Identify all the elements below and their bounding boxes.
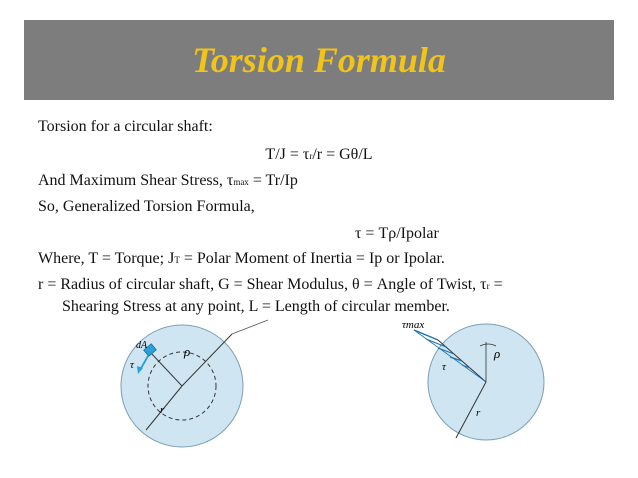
shaft-cross-section-figure [120,318,270,458]
label-rho: ρ [494,346,501,361]
generalized-line: So, Generalized Torsion Formula, [38,198,255,215]
label-r: r [160,404,165,416]
label-rho: ρ [184,344,191,359]
pointer-line [232,320,268,334]
title-bar [24,20,614,100]
label-dA: dA [136,340,148,351]
slide-title: Torsion Formula [192,40,446,80]
label-r: r [476,407,481,419]
torsion-equation: T/J = τr/r = Gθ/L [265,146,373,163]
label-tau: τ [442,361,446,373]
intro-line: Torsion for a circular shaft: [38,118,213,135]
label-tau-max: τmax [402,320,425,331]
max-shear-line: And Maximum Shear Stress, τmax = Tr/Ip [38,172,298,189]
shear-stress-distribution-figure [402,320,552,460]
variables-line: r = Radius of circular shaft, G = Shear Modulus, θ = Angle of Twist, τr = [38,276,503,293]
definitions-line: Where, T = Torque; JT = Polar Moment of Inertia = Ip or Ipolar. [38,250,445,267]
slide: Torsion Formula Torsion for a circular shaft: T/J = τr/r = Gθ/L And Maximum Shear Stress, τmax = Tr/Ip So, Generalized Torsion Formula, τ = Tρ/Ipolar Where, T = Torque; JT = Polar Moment of Inertia = Ip or Ipolar. r = Radius of circular shaft, G = Shear Modulus, θ = Angle of Twist, τr = Shearing Stress at any point, L = Length of circular member. dA τ ρ r τmax τ ρ r [0,0,638,478]
variables-line-continued: Shearing Stress at any point, L = Length of circular member. [62,298,450,315]
label-tau: τ [130,359,134,371]
